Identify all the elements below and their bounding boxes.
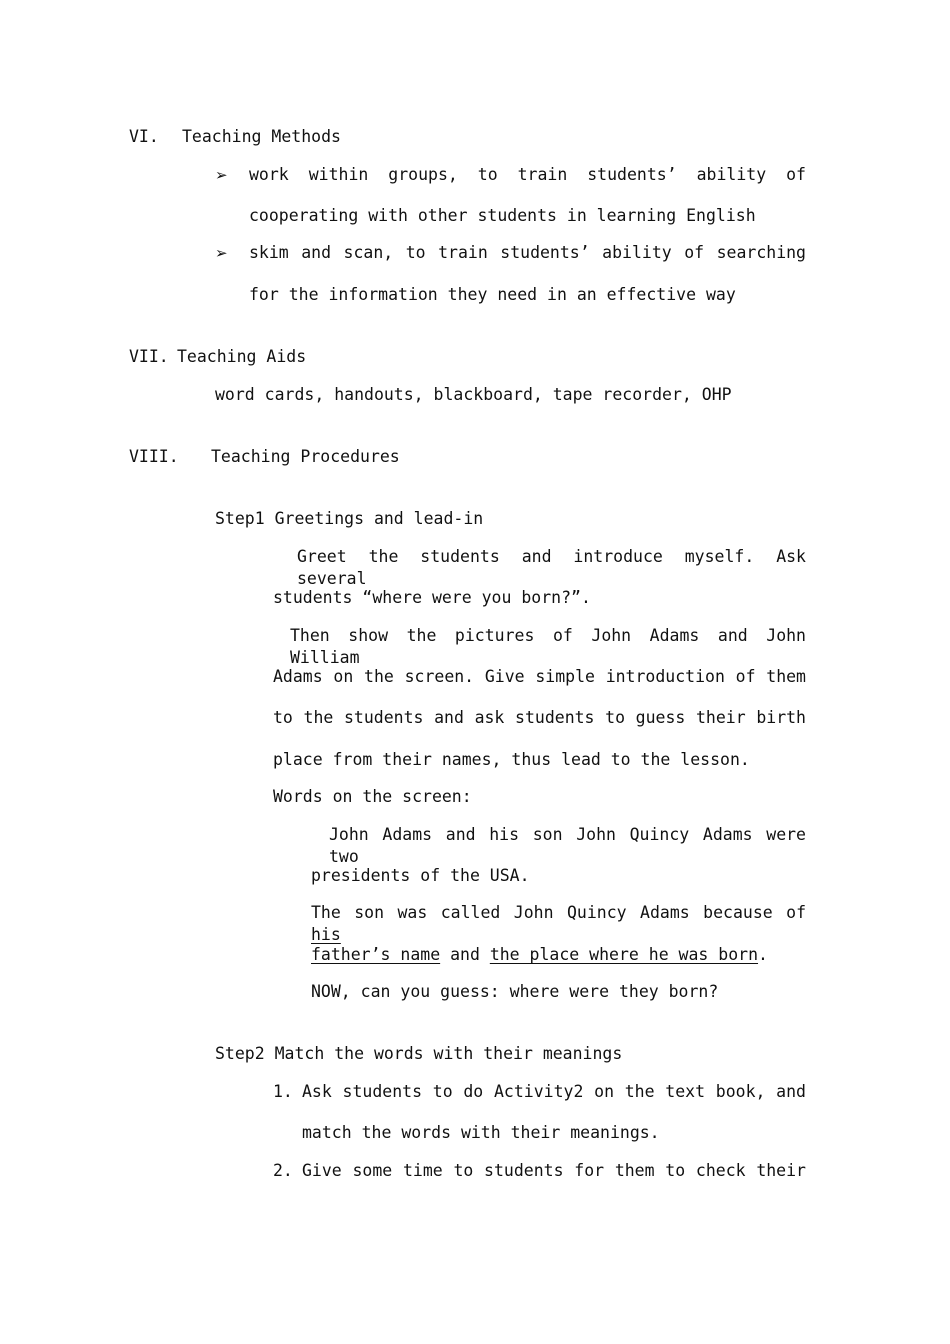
screen-text-segment: The son was called John Quincy Adams because of — [311, 903, 806, 922]
section-title: Teaching Methods — [182, 127, 341, 146]
screen-text-line: presidents of the USA. — [311, 866, 530, 885]
section-number: VI. — [129, 127, 159, 146]
list-item-line: Give some time to students for them to check their — [302, 1161, 806, 1180]
paragraph-line: Then show the pictures of John Adams and John William — [290, 626, 806, 667]
arrow-bullet-icon: ➢ — [215, 166, 228, 184]
section-number: VII. — [129, 347, 169, 366]
paragraph-line: Adams on the screen. Give simple introduction of them — [273, 667, 806, 686]
aids-list: word cards, handouts, blackboard, tape recorder, OHP — [215, 385, 732, 404]
underlined-text: his — [311, 925, 341, 944]
screen-text-line: NOW, can you guess: where were they born? — [311, 982, 719, 1001]
words-label: Words on the screen: — [273, 787, 472, 806]
method-line: for the information they need in an effective way — [249, 285, 736, 304]
list-number: 2. — [273, 1161, 293, 1180]
screen-text-line — [311, 902, 806, 946]
paragraph-line: to the students and ask students to guess their birth — [273, 708, 806, 727]
method-line: work within groups, to train students’ ability of — [249, 165, 806, 184]
section-title: Teaching Aids — [177, 347, 307, 366]
arrow-bullet-icon: ➢ — [215, 244, 228, 262]
step-title: Step2 Match the words with their meanings — [215, 1044, 623, 1063]
screen-text-line: John Adams and his son John Quincy Adams were two — [329, 825, 806, 866]
list-number: 1. — [273, 1082, 293, 1101]
method-line: skim and scan, to train students’ ability of searching — [249, 243, 806, 262]
paragraph-line: place from their names, thus lead to the lesson. — [273, 750, 750, 769]
list-item-line: match the words with their meanings. — [302, 1123, 660, 1142]
underlined-text: the place where he was born — [489, 945, 759, 964]
method-line: cooperating with other students in learning English — [249, 206, 756, 225]
screen-text-line — [311, 944, 768, 966]
list-item-line: Ask students to do Activity2 on the text book, and — [302, 1082, 806, 1101]
section-number: VIII. — [129, 447, 179, 466]
section-title: Teaching Procedures — [211, 447, 400, 466]
paragraph-line: students “where were you born?”. — [273, 588, 591, 607]
screen-text-segment: . — [758, 945, 768, 964]
step-title: Step1 Greetings and lead-in — [215, 509, 484, 528]
paragraph-line: Greet the students and introduce myself. Ask several — [297, 547, 806, 588]
screen-text-segment: and — [440, 945, 490, 964]
underlined-text: father’s name — [311, 945, 441, 964]
